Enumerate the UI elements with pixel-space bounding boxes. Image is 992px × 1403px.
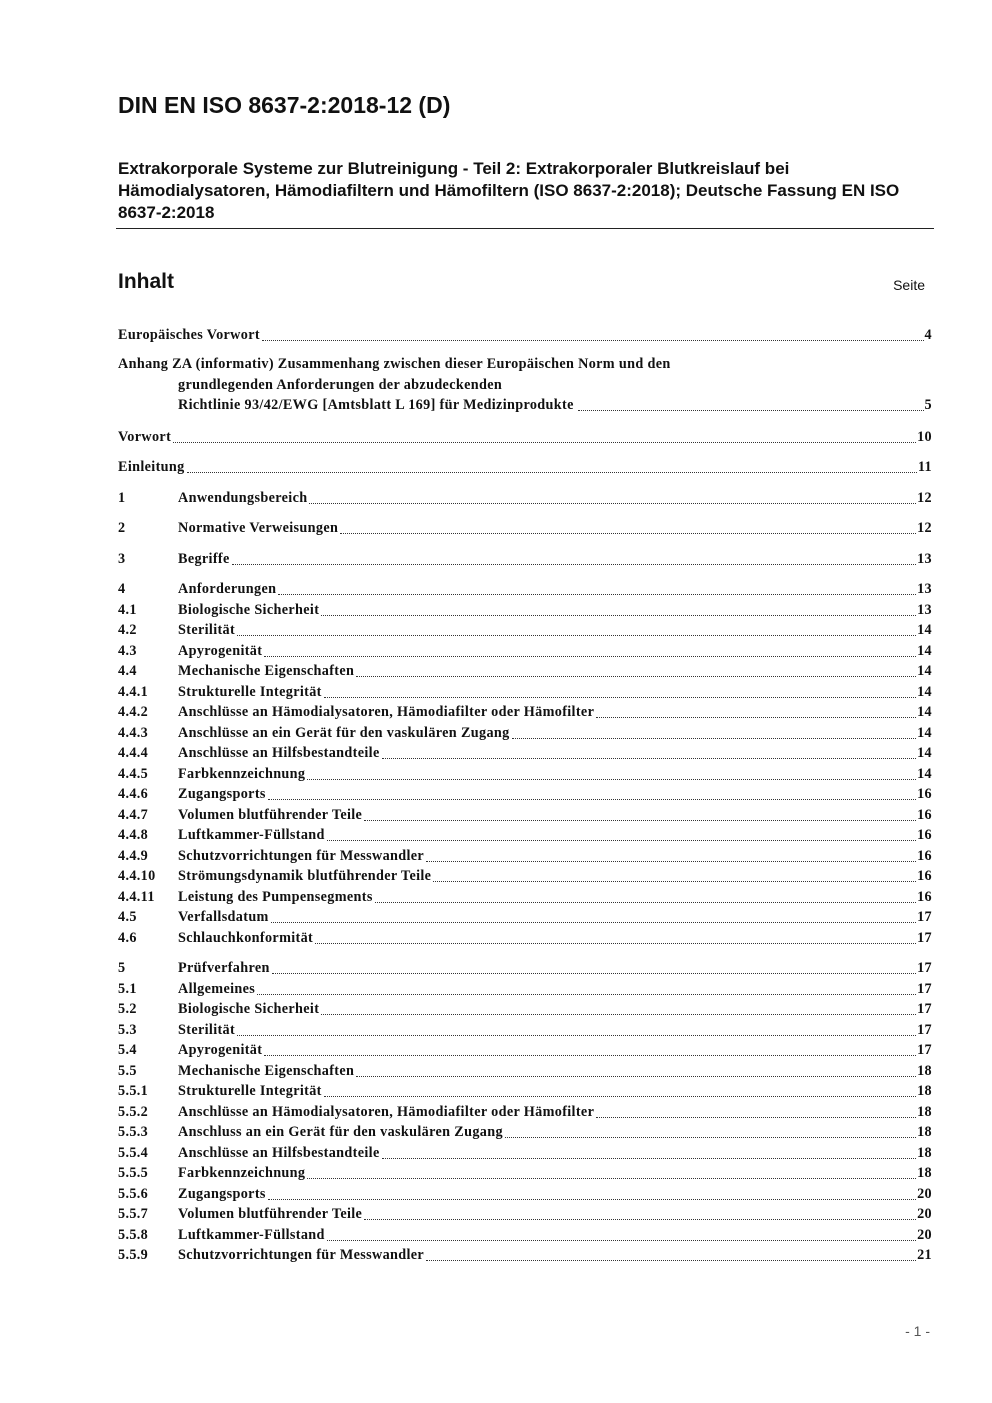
toc-entry[interactable] xyxy=(118,743,932,764)
toc-entry-page: 17 xyxy=(917,1042,932,1058)
toc-leader-dots xyxy=(271,921,916,923)
toc-entry-page: 18 xyxy=(917,1165,932,1181)
toc-entry-number: 4.1 xyxy=(118,602,137,618)
toc-entry[interactable] xyxy=(118,1102,932,1123)
toc-entry-number: 4.4.8 xyxy=(118,827,149,843)
toc-entry-label: Sterilität xyxy=(178,622,236,638)
toc-entry-page: 17 xyxy=(917,1001,932,1017)
toc-entry[interactable] xyxy=(118,549,932,570)
toc-entry-number: 5.5.2 xyxy=(118,1104,149,1120)
toc-entry-page: 16 xyxy=(917,786,932,802)
toc-page-column-label: Seite xyxy=(893,277,925,293)
toc-leader-dots xyxy=(512,737,917,739)
toc-entry[interactable] xyxy=(118,928,932,949)
toc-leader-dots xyxy=(382,1157,916,1159)
toc-entry-label: Luftkammer-Füllstand xyxy=(178,1227,325,1243)
toc-entry-page: 14 xyxy=(917,643,932,659)
toc-leader-dots xyxy=(307,778,916,780)
toc-entry[interactable] xyxy=(118,1081,932,1102)
toc-entry-label: Leistung des Pumpensegments xyxy=(178,889,373,905)
toc-entry-number: 5.3 xyxy=(118,1022,137,1038)
toc-entry[interactable] xyxy=(118,1061,932,1082)
toc-entry-number: 5.5.6 xyxy=(118,1186,149,1202)
toc-entry-number: 4.4.5 xyxy=(118,766,149,782)
toc-entry[interactable] xyxy=(118,1245,932,1266)
toc-leader-dots xyxy=(356,1075,916,1077)
toc-entry-page: 10 xyxy=(917,429,932,445)
toc-entry-number: 4 xyxy=(118,581,126,597)
toc-entry-page: 13 xyxy=(917,551,932,567)
toc-entry[interactable] xyxy=(118,641,932,662)
toc-entry-label: Allgemeines xyxy=(178,981,256,997)
toc-leader-dots xyxy=(382,757,916,759)
toc-entry[interactable] xyxy=(118,887,932,908)
toc-entry[interactable] xyxy=(118,866,932,887)
toc-entry-page: 17 xyxy=(917,960,932,976)
toc-entry-number: 4.3 xyxy=(118,643,137,659)
toc-entry-label: Mechanische Eigenschaften xyxy=(178,1063,355,1079)
toc-entry-number: 5.5.4 xyxy=(118,1145,149,1161)
toc-entry[interactable] xyxy=(118,620,932,641)
toc-leader-dots xyxy=(272,972,916,974)
toc-leader-dots xyxy=(433,880,916,882)
toc-entry-label: Mechanische Eigenschaften xyxy=(178,663,355,679)
toc-entry-label: Farbkennzeichnung xyxy=(178,766,306,782)
toc-leader-dots xyxy=(315,942,916,944)
toc-leader-dots xyxy=(257,993,916,995)
toc-leader-dots xyxy=(356,675,916,677)
toc-entry[interactable] xyxy=(118,907,932,928)
toc-entry-label: Anschlüsse an Hilfsbestandteile xyxy=(178,1145,380,1161)
toc-entry-label: Europäisches Vorwort xyxy=(118,327,260,343)
toc-entry-label: Volumen blutführender Teile xyxy=(178,807,363,823)
toc-entry-page: 20 xyxy=(917,1227,932,1243)
toc-entry-number: 4.4.11 xyxy=(118,889,155,905)
toc-entry-page: 12 xyxy=(917,490,932,506)
toc-leader-dots xyxy=(364,1218,916,1220)
toc-entry-page: 18 xyxy=(917,1063,932,1079)
toc-entry[interactable] xyxy=(118,1163,932,1184)
toc-entry-page: 20 xyxy=(917,1186,932,1202)
toc-entry-label: Zugangsports xyxy=(178,1186,266,1202)
toc-entry-page: 14 xyxy=(917,766,932,782)
toc-entry-label: Anschlüsse an Hämodialysatoren, Hämodiafilter oder Hämofilter xyxy=(178,704,595,720)
annex-line-3-row xyxy=(118,395,932,416)
toc-entry-page: 4 xyxy=(924,327,932,343)
toc-leader-dots xyxy=(340,532,916,534)
toc-leader-dots xyxy=(327,1239,916,1241)
toc-entry-page: 21 xyxy=(917,1247,932,1263)
document-subtitle: Extrakorporale Systeme zur Blutreinigung - Teil 2: Extrakorporaler Blutkreislauf bei Hämodialysatoren, Hämodiafiltern und Hämofiltern (ISO 8637-2:2018); Deutsche Fassung EN ISO 8637-2:2018 xyxy=(118,159,900,222)
toc-entry-label: Schutzvorrichtungen für Messwandler xyxy=(178,1247,425,1263)
toc-entry-label: Schutzvorrichtungen für Messwandler xyxy=(178,848,425,864)
toc-entry[interactable] xyxy=(118,979,932,1000)
toc-leader-dots xyxy=(327,839,916,841)
toc-entry[interactable] xyxy=(118,579,932,600)
toc-heading: Inhalt xyxy=(118,270,174,293)
toc-entry[interactable] xyxy=(118,805,932,826)
toc-entry[interactable] xyxy=(118,1204,932,1225)
toc-entry[interactable] xyxy=(118,488,932,509)
toc-entry-label: Anschluss an ein Gerät für den vaskulären Zugang xyxy=(178,1124,503,1140)
toc-leader-dots xyxy=(278,593,916,595)
toc-entry-label: Anschlüsse an ein Gerät für den vaskulären Zugang xyxy=(178,725,510,741)
toc-entry-label: Strukturelle Integrität xyxy=(178,684,322,700)
toc-entry[interactable] xyxy=(118,427,932,448)
toc-entry-number: 4.4.3 xyxy=(118,725,149,741)
toc-entry-label: Strömungsdynamik blutführender Teile xyxy=(178,868,432,884)
toc-entry-page: 18 xyxy=(917,1124,932,1140)
toc-entry-page: 16 xyxy=(917,889,932,905)
toc-leader-dots xyxy=(187,471,917,473)
toc-entry-page: 12 xyxy=(917,520,932,536)
toc-entry-number: 5.1 xyxy=(118,981,137,997)
toc-entry-number: 4.4 xyxy=(118,663,137,679)
toc-entry-label: Normative Verweisungen xyxy=(178,520,339,536)
toc-entry-page: 14 xyxy=(917,704,932,720)
toc-leader-dots xyxy=(426,1259,916,1261)
toc-entry-number: 4.4.7 xyxy=(118,807,149,823)
toc-entry-label: Anwendungsbereich xyxy=(178,490,308,506)
toc-entry-number: 5.4 xyxy=(118,1042,137,1058)
toc-entry-number: 3 xyxy=(118,551,126,567)
toc-entry-number: 4.4.2 xyxy=(118,704,149,720)
toc-entry-page: 13 xyxy=(917,602,932,618)
toc-entry-page: 17 xyxy=(917,909,932,925)
toc-leader-dots xyxy=(364,819,916,821)
toc-entry[interactable] xyxy=(118,958,932,979)
toc-entry-number: 5.5.3 xyxy=(118,1124,149,1140)
toc-entry-label: Vorwort xyxy=(118,429,172,445)
toc-entry-number: 5 xyxy=(118,960,126,976)
toc-entry-label: Anschlüsse an Hämodialysatoren, Hämodiafilter oder Hämofilter xyxy=(178,1104,595,1120)
document-id-title: DIN EN ISO 8637-2:2018-12 (D) xyxy=(118,92,451,118)
toc-leader-dots xyxy=(237,634,916,636)
toc-entry-label: Apyrogenität xyxy=(178,643,263,659)
toc-entry-page: 17 xyxy=(917,981,932,997)
toc-entry[interactable] xyxy=(118,825,932,846)
toc-entry-number: 5.5.9 xyxy=(118,1247,149,1263)
toc-leader-dots xyxy=(375,901,916,903)
toc-leader-dots xyxy=(173,441,916,443)
toc-leader-dots xyxy=(307,1177,916,1179)
toc-entry-label: Sterilität xyxy=(178,1022,236,1038)
toc-entry-number: 4.5 xyxy=(118,909,137,925)
toc-entry[interactable] xyxy=(118,325,932,346)
toc-entry-number: 1 xyxy=(118,490,126,506)
toc-entry-page: 14 xyxy=(917,622,932,638)
toc-leader-dots xyxy=(237,1034,916,1036)
page-number: - 1 - xyxy=(905,1323,930,1339)
toc-entry-page: 16 xyxy=(917,827,932,843)
toc-entry[interactable] xyxy=(118,682,932,703)
toc-leader-dots xyxy=(426,860,916,862)
toc-entry[interactable] xyxy=(118,846,932,867)
toc-entry[interactable] xyxy=(118,702,932,723)
toc-leader-dots xyxy=(264,655,916,657)
toc-leader-dots xyxy=(268,1198,916,1200)
toc-entry[interactable] xyxy=(118,1122,932,1143)
toc-entry-number: 4.4.9 xyxy=(118,848,149,864)
toc-entry-number: 5.5.5 xyxy=(118,1165,149,1181)
toc-entry-page: 20 xyxy=(917,1206,932,1222)
toc-entry[interactable] xyxy=(118,1184,932,1205)
toc-entry-label: Volumen blutführender Teile xyxy=(178,1206,363,1222)
toc-leader-dots xyxy=(596,1116,916,1118)
toc-entry-label: Einleitung xyxy=(118,459,185,475)
toc-entry[interactable] xyxy=(118,784,932,805)
toc-leader-dots xyxy=(596,716,916,718)
toc-entry-label: Biologische Sicherheit xyxy=(178,1001,320,1017)
toc-leader-dots xyxy=(309,502,916,504)
toc-entry-page: 5 xyxy=(924,397,932,413)
toc-entry-page: 14 xyxy=(917,725,932,741)
toc-entry-label: Begriffe xyxy=(178,551,230,567)
toc-entry-number: 5.2 xyxy=(118,1001,137,1017)
toc-entry-label: Zugangsports xyxy=(178,786,266,802)
toc-entry[interactable] xyxy=(118,1225,932,1246)
toc-entry-label: Anforderungen xyxy=(178,581,277,597)
toc-entry[interactable] xyxy=(118,661,932,682)
toc-entry-number: 5.5 xyxy=(118,1063,137,1079)
toc-entry-page: 17 xyxy=(917,1022,932,1038)
toc-entry[interactable] xyxy=(118,723,932,744)
toc-entry-label: Verfallsdatum xyxy=(178,909,269,925)
toc-entry-number: 4.4.4 xyxy=(118,745,149,761)
toc-entry-label: Biologische Sicherheit xyxy=(178,602,320,618)
toc-leader-dots xyxy=(321,1013,916,1015)
toc-entry-label: Luftkammer-Füllstand xyxy=(178,827,325,843)
toc-entry-number: 2 xyxy=(118,520,126,536)
toc-entry-page: 18 xyxy=(917,1145,932,1161)
toc-leader-dots xyxy=(324,696,916,698)
toc-entry[interactable] xyxy=(118,1040,932,1061)
toc-entry-page: 11 xyxy=(917,459,932,475)
toc-leader-dots xyxy=(324,1095,916,1097)
toc-entry-page: 14 xyxy=(917,684,932,700)
toc-entry-page: 16 xyxy=(917,807,932,823)
toc-entry-number: 4.4.1 xyxy=(118,684,149,700)
toc-entry-number: 4.4.10 xyxy=(118,868,156,884)
toc-entry[interactable] xyxy=(118,457,932,478)
toc-entry-page: 14 xyxy=(917,663,932,679)
toc-leader-dots xyxy=(321,614,916,616)
toc-entry-label: Schlauchkonformität xyxy=(178,930,314,946)
annex-line-3: Richtlinie 93/42/EWG [Amtsblatt L 169] für Medizinprodukte xyxy=(178,397,574,413)
toc-entry-number: 4.2 xyxy=(118,622,137,638)
toc-entry[interactable] xyxy=(118,999,932,1020)
toc-entry-label: Strukturelle Integrität xyxy=(178,1083,322,1099)
toc-leader-dots xyxy=(505,1136,916,1138)
toc-entry[interactable] xyxy=(118,764,932,785)
toc-entry-page: 13 xyxy=(917,581,932,597)
annex-line-2: grundlegenden Anforderungen der abzudeckenden xyxy=(178,376,503,393)
toc-entry-number: 4.4.6 xyxy=(118,786,149,802)
annex-line-1: Anhang ZA (informativ) Zusammenhang zwischen dieser Europäischen Norm und den xyxy=(118,356,671,372)
toc-entry-page: 17 xyxy=(917,930,932,946)
toc-leader-dots xyxy=(268,798,916,800)
toc-entry-label: Anschlüsse an Hilfsbestandteile xyxy=(178,745,380,761)
toc-entry-label: Prüfverfahren xyxy=(178,960,270,976)
toc-leader-dots xyxy=(264,1054,916,1056)
toc-entry-label: Apyrogenität xyxy=(178,1042,263,1058)
toc-entry-annex-za[interactable] xyxy=(118,354,932,416)
toc-leader-dots xyxy=(578,409,924,411)
toc-leader-dots xyxy=(262,339,924,341)
toc-entry-number: 5.5.7 xyxy=(118,1206,149,1222)
toc-entry[interactable] xyxy=(118,518,932,539)
toc-entry-page: 18 xyxy=(917,1104,932,1120)
toc-entry-number: 5.5.8 xyxy=(118,1227,149,1243)
toc-entry[interactable] xyxy=(118,1143,932,1164)
toc-entry[interactable] xyxy=(118,600,932,621)
toc-entry-page: 16 xyxy=(917,868,932,884)
toc-entry-label: Farbkennzeichnung xyxy=(178,1165,306,1181)
toc-entry-page: 14 xyxy=(917,745,932,761)
toc-entry-number: 4.6 xyxy=(118,930,137,946)
table-of-contents xyxy=(118,0,932,1403)
toc-entry-number: 5.5.1 xyxy=(118,1083,149,1099)
toc-entry[interactable] xyxy=(118,1020,932,1041)
toc-entry-page: 16 xyxy=(917,848,932,864)
toc-leader-dots xyxy=(232,563,916,565)
toc-entry-page: 18 xyxy=(917,1083,932,1099)
